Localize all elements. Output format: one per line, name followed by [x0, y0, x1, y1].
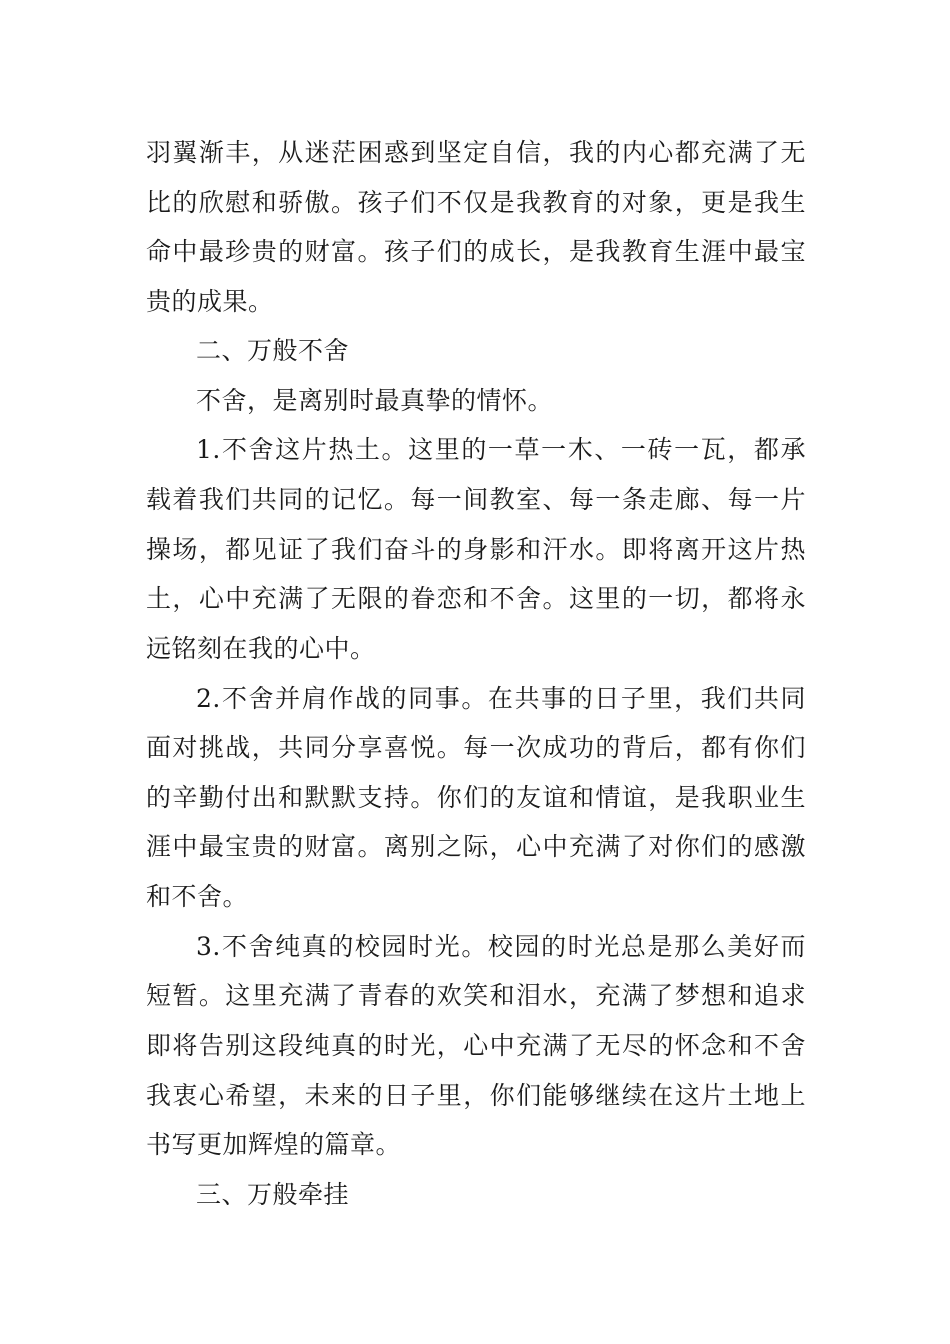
text-line: 我衷心希望，未来的日子里，你们能够继续在这片土地上 [146, 1081, 806, 1110]
list-item-text: 3.不舍纯真的校园时光。校园的时光总是那么美好而 [196, 932, 806, 961]
text-line: 土，心中充满了无限的眷恋和不舍。这里的一切，都将永 [146, 584, 806, 613]
text-line: 涯中最宝贵的财富。离别之际，心中充满了对你们的感激 [146, 832, 806, 861]
text-line: 的辛勤付出和默默支持。你们的友谊和情谊，是我职业生 [146, 783, 806, 812]
text-line: 即将告别这段纯真的时光，心中充满了无尽的怀念和不舍 [146, 1031, 806, 1060]
section-heading: 二、万般不舍 [196, 336, 350, 365]
section-heading: 三、万般牵挂 [196, 1180, 350, 1209]
text-line: 羽翼渐丰，从迷茫困惑到坚定自信，我的内心都充满了无 [146, 138, 806, 167]
text-line: 面对挑战，共同分享喜悦。每一次成功的背后，都有你们 [146, 733, 806, 762]
text-line: 书写更加辉煌的篇章。 [146, 1130, 402, 1159]
text-line: 命中最珍贵的财富。孩子们的成长，是我教育生涯中最宝 [146, 237, 806, 266]
text-line: 操场，都见证了我们奋斗的身影和汗水。即将离开这片热 [146, 535, 806, 564]
text-line: 不舍，是离别时最真挚的情怀。 [196, 386, 554, 415]
text-line: 载着我们共同的记忆。每一间教室、每一条走廊、每一片 [146, 485, 806, 514]
list-item-text: 2.不舍并肩作战的同事。在共事的日子里，我们共同 [196, 684, 806, 713]
text-line: 和不舍。 [146, 882, 249, 911]
text-line: 比的欣慰和骄傲。孩子们不仅是我教育的对象，更是我生 [146, 188, 806, 217]
text-line: 远铭刻在我的心中。 [146, 634, 376, 663]
list-item-text: 1.不舍这片热土。这里的一草一木、一砖一瓦，都承 [196, 435, 806, 464]
text-line: 贵的成果。 [146, 287, 274, 316]
text-line: 短暂。这里充满了青春的欢笑和泪水，充满了梦想和追求 [146, 981, 806, 1010]
